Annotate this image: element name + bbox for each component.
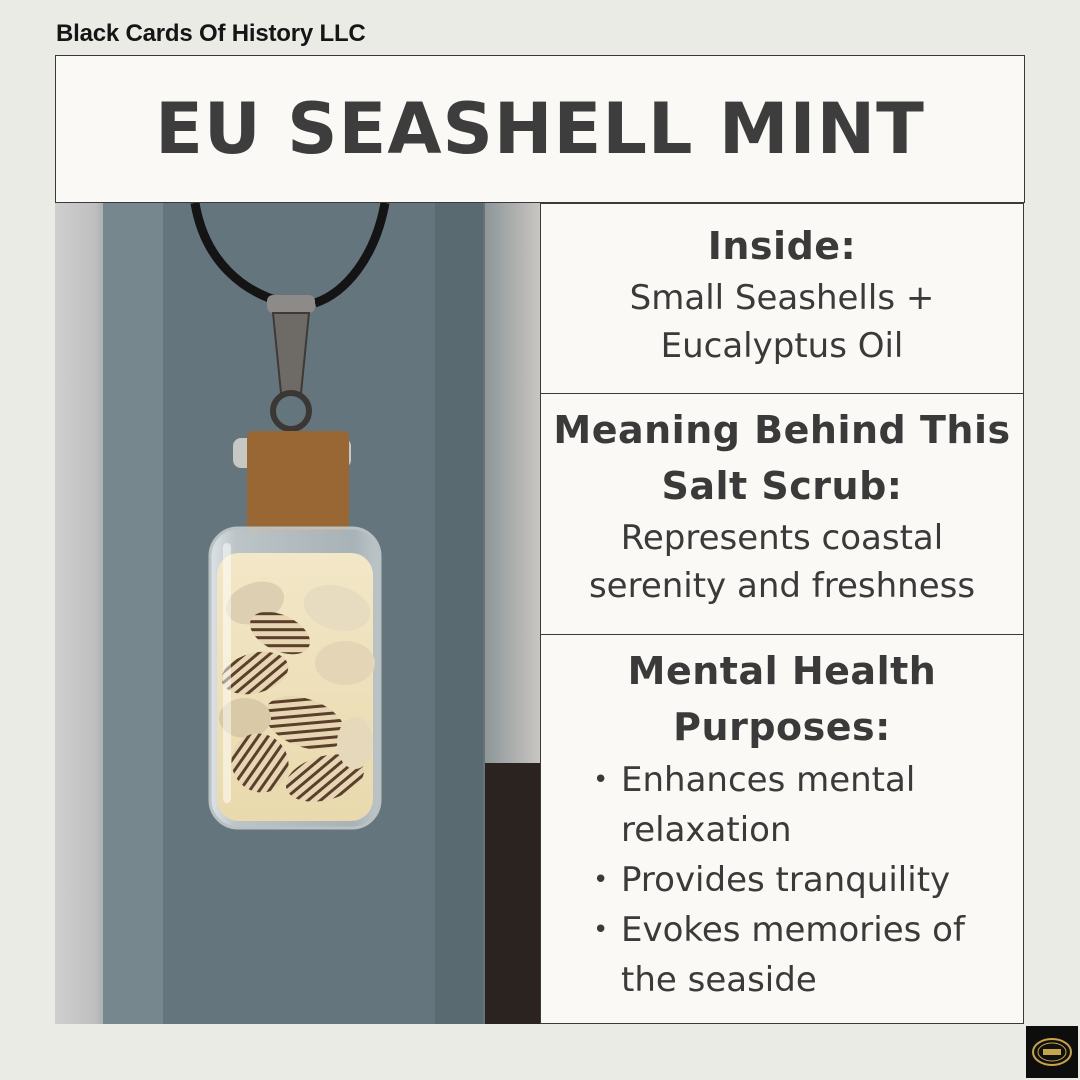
list-item: • Provides tranquility [589,855,1023,905]
meaning-line: serenity and freshness [588,566,976,606]
black-cards-logo-icon [1026,1026,1078,1078]
mental-health-heading: Mental Health [627,649,937,693]
list-item: • Evokes memories of the seaside [589,905,1023,1005]
inside-heading: Inside: [707,224,857,268]
brand-name: Black Cards Of History LLC [56,20,366,47]
meaning-heading: Salt Scrub: [661,464,903,508]
product-photo [55,203,540,1024]
list-item: • Enhances mental relaxation [589,755,1023,855]
purpose-list [589,755,1023,1005]
inside-line: Small Seashells + [629,278,935,318]
meaning-heading: Meaning Behind This [553,408,1011,452]
inside-line: Eucalyptus Oil [660,326,904,366]
meaning-panel [540,393,1024,635]
mental-health-heading: Purposes: [673,705,891,749]
meaning-line: Represents coastal [620,518,944,558]
pendant-photo [55,203,540,1024]
inside-panel [540,203,1024,394]
mental-health-panel [540,634,1024,1024]
title-box [55,55,1025,203]
product-title: EU SEASHELL MINT [155,88,925,170]
